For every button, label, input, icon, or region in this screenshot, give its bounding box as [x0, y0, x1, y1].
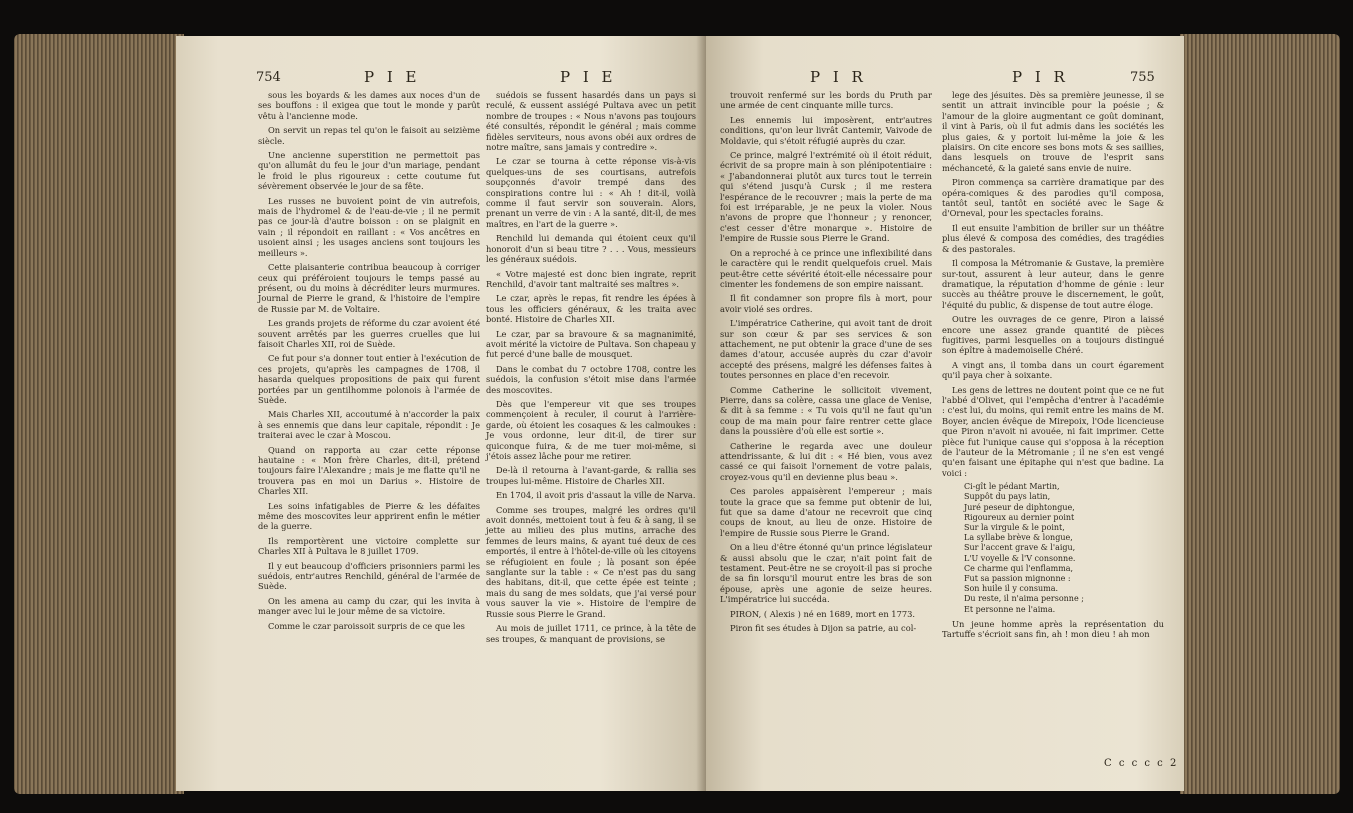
paragraph: Comme le czar paroissoit surpris de ce que les — [268, 620, 465, 631]
poem-line: Et personne ne l'aima. — [964, 604, 1056, 614]
poem-line: Suppôt du pays latin, — [964, 492, 1051, 502]
paragraph: Il composa la Métromanie & Gustave, la première sur-tout, assurent à leur auteur, dans le genre dramatique, la réputation d'homme de génie : leur succès au théâtre prouve le discernement, le goût, l'équité du public, & dispense de tout autre éloge. — [942, 258, 1164, 310]
epitaph-poem — [964, 482, 1164, 615]
paragraph: Piron fit ses études à Dijon sa patrie, au col- — [730, 623, 917, 634]
paragraph: Les grands projets de réforme du czar avoient été souvent arrêtés par les guerres cruelles que lui faisoit Charles XII, roi de Suède. — [258, 318, 480, 349]
paragraph: A vingt ans, il tomba dans un court égarement qu'il paya cher à soixante. — [942, 359, 1164, 381]
left-page-edges — [14, 34, 184, 794]
paragraph: On a lieu d'être étonné qu'un prince législateur & aussi absolu que le czar, n'ait point fait de testament. Peut-être ne se croyoit-il pas si proche de sa fin lorsqu'il mourut entre les bras de son épouse, après une agonie de seize heures. L'impératrice lui succéda. — [720, 542, 932, 605]
paragraph: PIRON, ( Alexis ) né en 1689, mort en 1773. — [730, 608, 916, 619]
paragraph: Ce fut pour s'a donner tout entier à l'exécution de ces projets, qu'après les campagnes de 1708, il hasarda quelques propositions de paix qui furent portées par un gentilhomme polonois à l'armée de Suède. — [258, 353, 480, 405]
paragraph: Les russes ne buvoient point de vin autrefois, mais de l'hydromel & de l'eau-de-vie ; il ne permit pas ce jour-là d'autre boisson : on se plaignit en vain ; il répondoit en raillant : « Vos ancêtres en usoient ainsi ; les usages anciens sont toujours les meilleurs ». — [258, 195, 480, 258]
paragraph: On servit un repas tel qu'on le faisoit au seizième siècle. — [258, 125, 480, 146]
running-header-left-col2: P I E — [560, 68, 617, 86]
poem-line: La syllabe brève & longue, — [964, 533, 1073, 543]
paragraph: Piron commença sa carrière dramatique par des opéra-comiques & des parodies qu'il composa, tantôt seul, tantôt en société avec le Sage & d'Orneval, pour les spectacles forains. — [942, 177, 1164, 219]
poem-line: Sur l'accent grave & l'aigu, — [964, 543, 1076, 553]
signature-mark: C c c c c 2 — [1104, 758, 1179, 769]
paragraph: Un jeune homme après la représentation du Tartuffe s'écrioit sans fin, ah ! mon dieu ! ah mon — [942, 618, 1164, 640]
paragraph: suédois se fussent hasardés dans un pays si reculé, & eussent assiégé Pultava avec un petit nombre de troupes : « Nous n'avons pas toujours été consultés, répondit le général ; mais comme fidèles serviteurs, nous avons obéi aux ordres de notre maître, sans jamais y contredire ». — [486, 90, 696, 153]
poem-line: Sur la virgule & le point, — [964, 523, 1065, 533]
poem-line: Ci-gît le pédant Martin, — [964, 482, 1060, 492]
right-page-column-1 — [720, 90, 932, 638]
paragraph: Les ennemis lui imposèrent, entr'autres conditions, qu'on leur livrât Cantemir, Vaivode de Moldavie, qui s'étoit réfugié auprès du czar. — [720, 114, 932, 146]
left-page-column-2 — [486, 90, 696, 648]
paragraph: Le czar se tourna à cette réponse vis-à-vis quelques-uns de ses courtisans, autrefois soupçonnés d'avoir trempé dans des conspirations contre lui : « Ah ! dit-il, voilà comme il faut servir son souverain. Alors, prenant un verre de vin : A la santé, dit-il, de mes maîtres, en l'art de la guerre ». — [486, 156, 696, 229]
paragraph: trouvoit renfermé sur les bords du Pruth par une armée de cent cinquante mille turcs. — [720, 90, 932, 111]
paragraph: Outre les ouvrages de ce genre, Piron a laissé encore une assez grande quantité de pièces fugitives, parmi lesquelles on a toujours distingué son épître à mademoiselle Chéré. — [942, 314, 1164, 356]
poem-line: Du reste, il n'aima personne ; — [964, 594, 1084, 604]
poem-line: Juré peseur de diphtongue, — [964, 502, 1075, 512]
running-header-right-col2: P I R — [1012, 68, 1069, 86]
left-page — [176, 36, 706, 791]
paragraph: Dans le combat du 7 octobre 1708, contre les suédois, la confusion s'étoit mise dans l'armée des moscovites. — [486, 363, 696, 395]
paragraph: Ils remportèrent une victoire complette sur Charles XII à Pultava le 8 juillet 1709. — [258, 535, 480, 557]
paragraph: Catherine le regarda avec une douleur attendrissante, & lui dit : « Hé bien, vous avez cassé ce qui faisoit l'ornement de votre palais, croyez-vous qu'il en devienne plus beau ». — [720, 440, 932, 482]
paragraph: Les gens de lettres ne doutent point que ce ne fut l'abbé d'Olivet, qui l'empêcha d'entrer à l'académie : c'est lui, du moins, qui remit entre les mains de M. Boyer, ancien évêque de Mirepoix, l'Ode licencieuse que Piron n'avoit ni avouée, ni fait imprimer. Cette pièce fut l'unique cause qui s'opposa à la réception de l'auteur de la Métromanie ; il ne s'en est vengé qu'en faisant une épitaphe qui n'est que badine. La voici : — [942, 384, 1164, 478]
page-number-left: 754 — [256, 70, 281, 85]
paragraph: Ces paroles appaisèrent l'empereur ; mais toute la grace que sa femme put obtenir de lui, fut que sa dame d'atour ne recevroit que cinq coups de knout, au lieu de onze. Histoire de l'empire de Russie sous Pierre le Grand. — [720, 486, 932, 538]
paragraph: lege des jésuites. Dès sa première jeunesse, il se sentit un attrait invincible pour la poésie ; & l'amour de la gloire augmentant ce goût dominant, il vint à Paris, où il fut admis dans les sociétés les plus gaies, & y portoit lui-même la joie & les plaisirs. On cite encore ses bons mots & ses saillies, dans lesquels on trouve de l'esprit sans méchanceté, & la gaieté sans envie de nuire. — [942, 90, 1164, 173]
paragraph: On les amena au camp du czar, qui les invita à manger avec lui le jour même de sa victoire. — [258, 595, 480, 617]
right-page — [706, 36, 1184, 791]
paragraph: Les soins infatigables de Pierre & les défaites même des moscovites leur apprirent enfin le métier de la guerre. — [258, 500, 480, 532]
paragraph: De-là il retourna à l'avant-garde, & rallia ses troupes lui-même. Histoire de Charles XII. — [486, 465, 696, 486]
running-header-right-col1: P I R — [810, 68, 867, 86]
paragraph: Le czar, par sa bravoure & sa magnanimité, avoit mérité la victoire de Pultava. Son chapeau y fut percé d'une balle de mousquet. — [486, 328, 696, 360]
right-page-edges — [1180, 34, 1340, 794]
running-header-left-col1: P I E — [364, 68, 421, 86]
paragraph: Il fit condamner son propre fils à mort, pour avoir violé ses ordres. — [720, 293, 932, 314]
paragraph: Le czar, après le repas, fit rendre les épées à tous les officiers généraux, & les traita avec bonté. Histoire de Charles XII. — [486, 293, 696, 325]
paragraph: En 1704, il avoit pris d'assaut la ville de Narva. — [496, 490, 696, 501]
paragraph: Cette plaisanterie contribua beaucoup à corriger ceux qui préféroient toujours le temps passé au présent, ou du moins à décréditer leurs murmures. Journal de Pierre le grand, & l'histoire de l'empire de Russie par M. de Voltaire. — [258, 262, 480, 314]
paragraph: Il eut ensuite l'ambition de briller sur un théâtre plus élevé & composa des comédies, des tragédies & des pastorales. — [942, 222, 1164, 254]
paragraph: Une ancienne superstition ne permettoit pas qu'on allumât du feu le jour d'un mariage, pendant le froid le plus rigoureux : cette coutume fut sévèrement observée le jour de sa fête. — [258, 150, 480, 192]
poem-line: Rigoureux au dernier point — [964, 512, 1075, 522]
paragraph: Comme Catherine le sollicitoit vivement, Pierre, dans sa colère, cassa une glace de Venise, & dit à sa femme : « Tu vois qu'il ne faut qu'un coup de ma main pour faire rentrer cette glace dans la poussière d'où elle est sortie ». — [720, 384, 932, 437]
paragraph: Au mois de juillet 1711, ce prince, à la tête de ses troupes, & manquant de provisions, se — [486, 623, 696, 644]
paragraph: Comme ses troupes, malgré les ordres qu'il avoit donnés, mettoient tout à feu & à sang, il se jette au milieu des plus mutins, arrache des femmes de leurs mains, & ayant tué deux de ces emportés, il entre à l'hôtel-de-ville où les citoyens se réfugioient en foule ; là posant son épée sanglante sur la table : « Ce n'est pas du sang des habitans, dit-il, que cette épée est teinte ; mais du sang de mes soldats, que j'ai versé pour vous sauver la vie ». Histoire de l'empire de Russie sous Pierre le Grand. — [486, 504, 696, 619]
paragraph: Quand on rapporta au czar cette réponse hautaine : « Mon frère Charles, dit-il, prétend toujours faire l'Alexandre ; mais je me flatte qu'il ne trouvera pas en moi un Darius ». Histoire de Charles XII. — [258, 444, 480, 497]
paragraph: L'impératrice Catherine, qui avoit tant de droit sur son cœur & par ses services & son attachement, ne put obtenir la grace d'une de ses dames d'atour, accusée auprès du czar d'avoir accepté des présens, malgré les défenses faites à toutes personnes en place d'en recevoir. — [720, 318, 932, 381]
paragraph: Renchild lui demanda qui étoient ceux qu'il honoroit d'un si beau titre ? . . . Vous, messieurs les généraux suédois. — [486, 233, 696, 265]
paragraph: sous les boyards & les dames aux noces d'un de ses bouffons : il exigea que tout le monde y parût vêtu à l'ancienne mode. — [258, 90, 480, 121]
page-number-right: 755 — [1130, 70, 1155, 85]
right-page-column-2 — [942, 90, 1164, 644]
poem-line: Son huile il y consuma. — [964, 584, 1059, 594]
poem-line: L'U voyelle & l'V consonne. — [964, 553, 1076, 563]
paragraph: Ce prince, malgré l'extrémité où il étoit réduit, écrivit de sa propre main à son plénipotentiaire : « J'abandonnerai plutôt aux turcs tout le terrein qui s'étend jusqu'à Cursk ; il me restera l'espérance de le recouvrer ; mais la perte de ma foi est irréparable, je ne peux la violer. Nous n'avons de propre que l'honneur ; y renoncer, c'est cesser d'être monarque ». Histoire de l'empire de Russie sous Pierre le Grand. — [720, 150, 932, 244]
paragraph: Il y eut beaucoup d'officiers prisonniers parmi les suédois, entr'autres Renchild, général de l'armée de Suède. — [258, 560, 480, 592]
paragraph: Mais Charles XII, accoutumé à n'accorder la paix à ses ennemis que dans leur capitale, répondit : Je traiterai avec le czar à Moscou. — [258, 409, 480, 441]
paragraph: « Votre majesté est donc bien ingrate, reprit Renchild, d'avoir tant maltraité ses maîtres ». — [486, 268, 696, 289]
left-page-column-1 — [258, 90, 480, 635]
poem-line: Ce charme qui l'enflamma, — [964, 563, 1074, 573]
poem-line: Fut sa passion mignonne : — [964, 574, 1071, 584]
paragraph: Dès que l'empereur vit que ses troupes commençoient à reculer, il courut à l'arrière-garde, où étoient les cosaques & les calmoukes : Je vous ordonne, leur dit-il, de tirer sur quiconque fuira, & de me tuer moi-même, si j'étois assez lâche pour me retirer. — [486, 398, 696, 461]
paragraph: On a reproché à ce prince une inflexibilité dans le caractère qui le rendit quelquefois cruel. Mais peut-être cette sévérité étoit-elle nécessaire pour cimenter les fondemens de son empire naissant. — [720, 247, 932, 289]
